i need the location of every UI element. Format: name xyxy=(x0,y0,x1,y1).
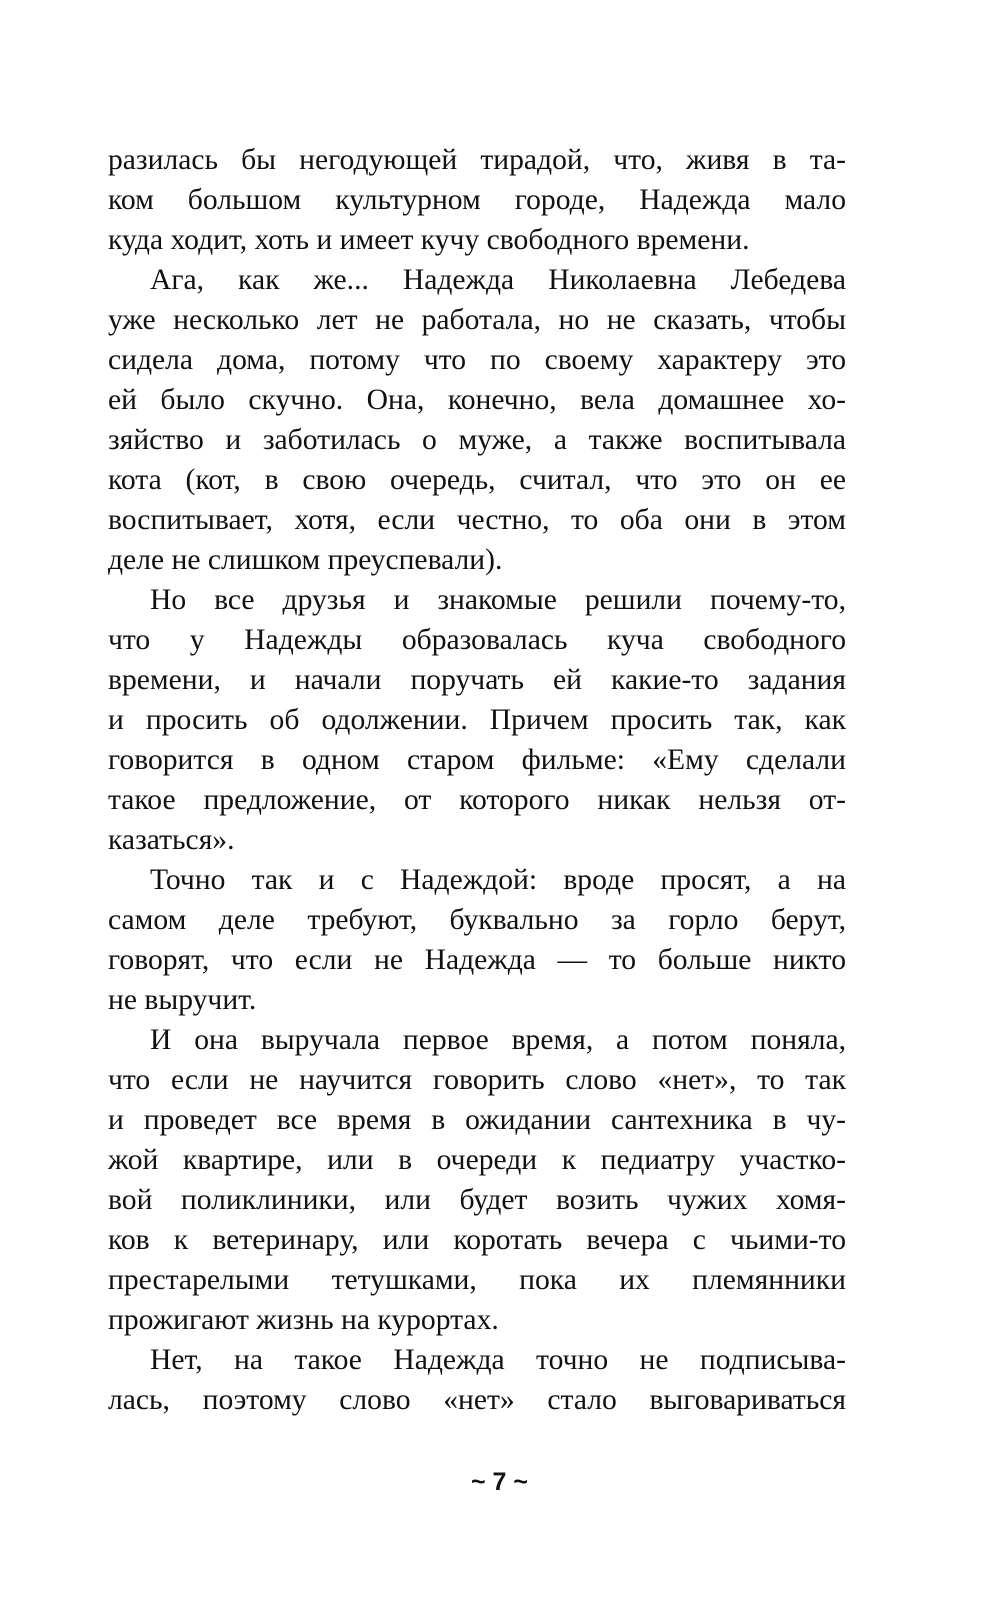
text-line: Но все друзья и знакомые решили почему-то, xyxy=(150,584,846,616)
text-line: такое предложение, от которого никак нельзя от- xyxy=(108,784,846,816)
text-line: куда ходит, хоть и имеет кучу свободного времени. xyxy=(108,224,750,256)
text-line: уже несколько лет не работала, но не сказать, чтобы xyxy=(108,304,846,336)
text-line: казаться». xyxy=(108,824,235,856)
text-line: зяйство и заботилась о муже, а также воспитывала xyxy=(108,424,846,456)
text-line: вой поликлиники, или будет возить чужих хомя- xyxy=(108,1184,846,1216)
text-line: ей было скучно. Она, конечно, вела домашнее хо- xyxy=(108,384,846,416)
text-line: не выручит. xyxy=(108,984,257,1016)
text-line: престарелыми тетушками, пока их племянники xyxy=(108,1264,846,1296)
text-line: Точно так и с Надеждой: вроде просят, а на xyxy=(150,864,846,896)
paragraph xyxy=(108,1020,846,1340)
paragraph xyxy=(108,1340,846,1420)
text-line: лась, поэтому слово «нет» стало выговариваться xyxy=(108,1384,846,1416)
text-line: ков к ветеринару, или коротать вечера с чьими-то xyxy=(108,1224,846,1256)
text-line: и просить об одолжении. Причем просить так, как xyxy=(108,704,846,736)
text-line: ком большом культурном городе, Надежда мало xyxy=(108,184,846,216)
text-line: Ага, как же... Надежда Николаевна Лебедева xyxy=(150,264,846,296)
text-line: разилась бы негодующей тирадой, что, живя в та- xyxy=(108,144,846,176)
paragraph xyxy=(108,860,846,1020)
text-line: жой квартире, или в очереди к педиатру участко- xyxy=(108,1144,846,1176)
paragraph xyxy=(108,140,846,260)
text-line: Нет, на такое Надежда точно не подписыва- xyxy=(150,1344,846,1376)
paragraph xyxy=(108,580,846,860)
text-line: говорится в одном старом фильме: «Ему сделали xyxy=(108,744,846,776)
text-line: самом деле требуют, буквально за горло берут, xyxy=(108,904,846,936)
text-line: что если не научится говорить слово «нет», то так xyxy=(108,1064,846,1096)
text-line: прожигают жизнь на курортах. xyxy=(108,1304,499,1336)
page-text xyxy=(108,140,846,1420)
text-line: кота (кот, в свою очередь, считал, что это он ее xyxy=(108,464,846,496)
text-line: сидела дома, потому что по своему характеру это xyxy=(108,344,846,376)
text-line: деле не слишком преуспевали). xyxy=(108,544,503,576)
text-line: говорят, что если не Надежда — то больше никто xyxy=(108,944,846,976)
text-line: И она выручала первое время, а потом поняла, xyxy=(150,1024,846,1056)
text-line: времени, и начали поручать ей какие-то задания xyxy=(108,664,846,696)
text-line: воспитывает, хотя, если честно, то оба они в этом xyxy=(108,504,846,536)
page-number: ~ 7 ~ xyxy=(471,1468,528,1496)
text-line: и проведет все время в ожидании сантехника в чу- xyxy=(108,1104,846,1136)
paragraph xyxy=(108,260,846,580)
text-line: что у Надежды образовалась куча свободного xyxy=(108,624,846,656)
